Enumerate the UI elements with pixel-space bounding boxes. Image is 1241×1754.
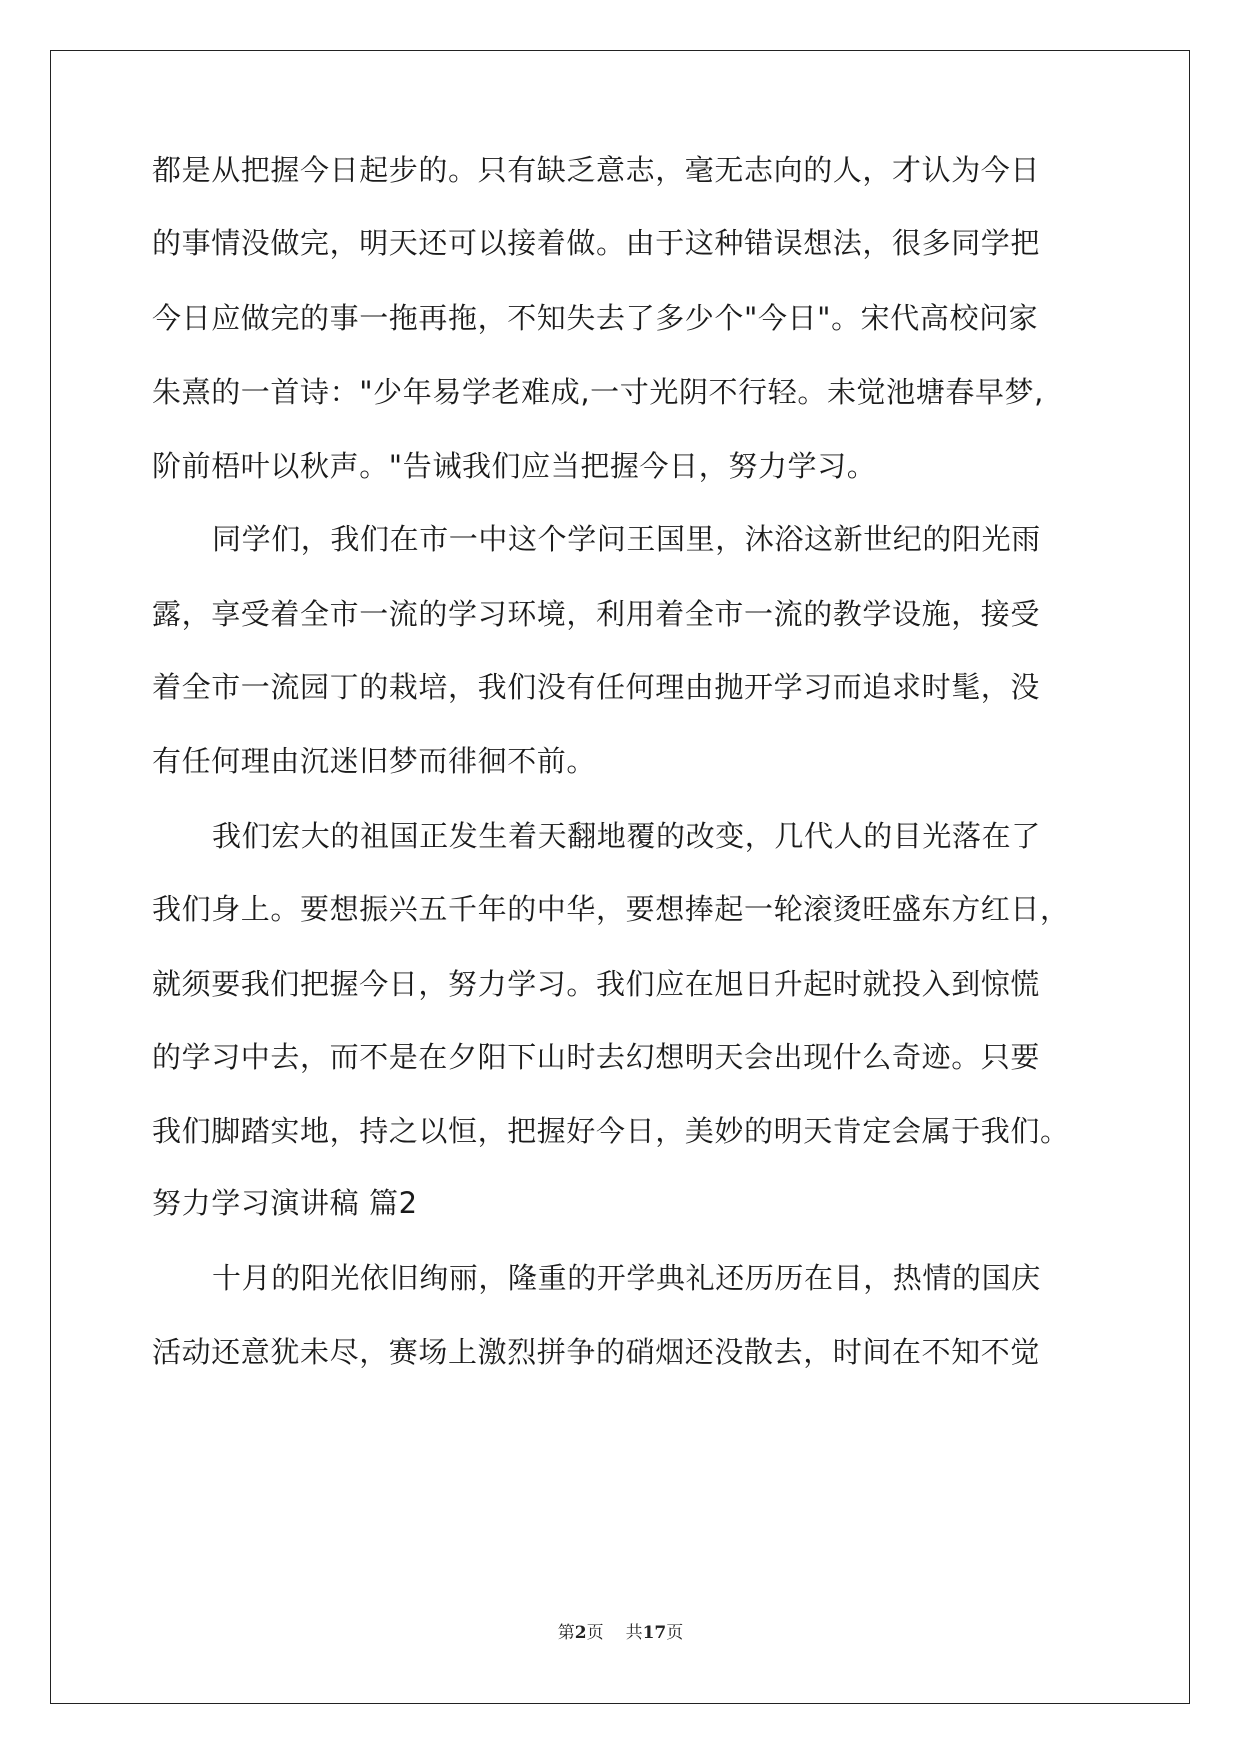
footer-page-prefix: 第 bbox=[557, 1623, 575, 1643]
text-line: 露，享受着全市一流的学习环境，利用着全市一流的教学设施，接受 bbox=[152, 597, 1041, 631]
text-line: 着全市一流园丁的栽培，我们没有任何理由抛开学习而追求时髦，没 bbox=[152, 670, 1041, 704]
footer-page-number: 2 bbox=[574, 1623, 587, 1643]
text-line: 活动还意犹未尽，赛场上激烈拼争的硝烟还没散去，时间在不知不觉 bbox=[152, 1335, 1041, 1369]
text-line: 我们身上。要想振兴五千年的中华，要想捧起一轮滚烫旺盛东方红日， bbox=[152, 892, 1070, 926]
paragraph-first-line: 我们宏大的祖国正发生着天翻地覆的改变，几代人的目光落在了 bbox=[212, 819, 1041, 853]
footer-total-prefix: 共 bbox=[625, 1623, 643, 1643]
text-line: 朱熹的一首诗："少年易学老难成,一寸光阴不行轻。未觉池塘春早梦, bbox=[152, 375, 1044, 409]
footer-total-number: 17 bbox=[642, 1623, 667, 1643]
page-footer bbox=[0, 1618, 1241, 1643]
paragraph-first-line: 同学们，我们在市一中这个学问王国里，沐浴这新世纪的阳光雨 bbox=[212, 522, 1041, 556]
text-line: 的事情没做完，明天还可以接着做。由于这种错误想法，很多同学把 bbox=[152, 226, 1041, 260]
text-line: 就须要我们把握今日，努力学习。我们应在旭日升起时就投入到惊慌 bbox=[152, 967, 1041, 1001]
paragraph-first-line: 十月的阳光依旧绚丽，隆重的开学典礼还历历在目，热情的国庆 bbox=[212, 1261, 1041, 1295]
footer-total-suffix: 页 bbox=[666, 1623, 684, 1643]
text-line: 都是从把握今日起步的。只有缺乏意志，毫无志向的人，才认为今日 bbox=[152, 153, 1041, 187]
text-line: 的学习中去，而不是在夕阳下山时去幻想明天会出现什么奇迹。只要 bbox=[152, 1040, 1041, 1074]
text-line: 我们脚踏实地，持之以恒，把握好今日，美妙的明天肯定会属于我们。 bbox=[152, 1114, 1070, 1148]
text-line: 阶前梧叶以秋声。"告诫我们应当把握今日，努力学习。 bbox=[152, 449, 877, 483]
text-line: 有任何理由沉迷旧梦而徘徊不前。 bbox=[152, 744, 597, 778]
footer-page-suffix: 页 bbox=[586, 1623, 604, 1643]
section-heading: 努力学习演讲稿 篇2 bbox=[152, 1186, 418, 1220]
text-line: 今日应做完的事一拖再拖，不知失去了多少个"今日"。宋代高校问家 bbox=[152, 301, 1039, 335]
